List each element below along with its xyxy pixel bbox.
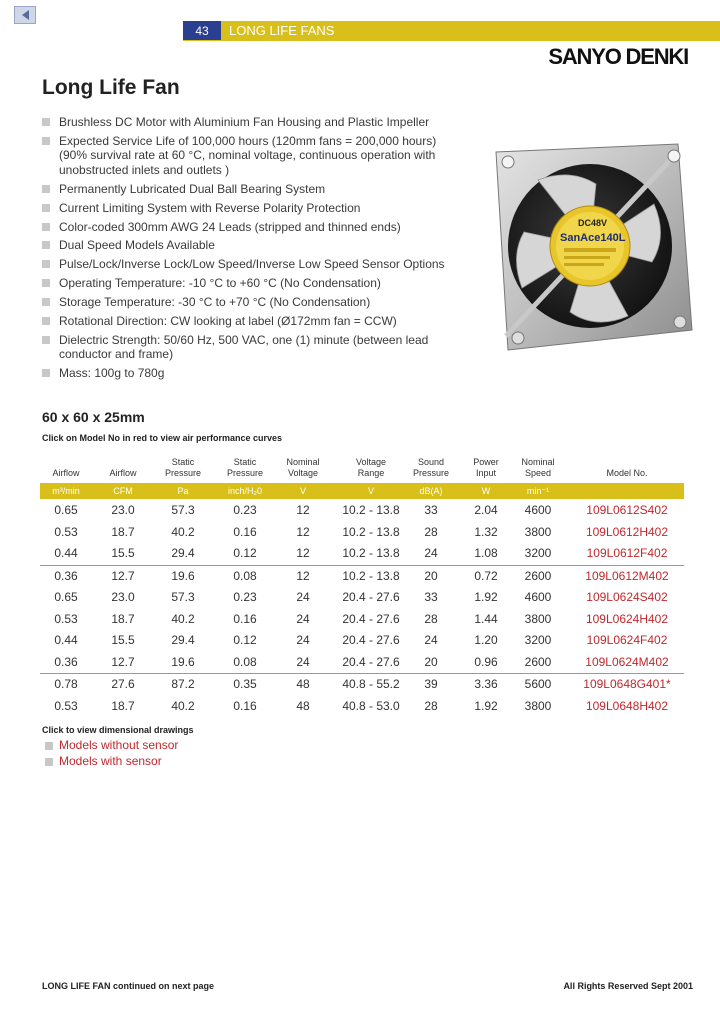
model-number-link[interactable]: 109L0624F402 — [586, 633, 668, 647]
unit-label: V — [367, 486, 374, 496]
table-cell: 3.36 — [474, 677, 498, 691]
model-number-link[interactable]: 109L0648H402 — [585, 698, 669, 713]
unit-label: V — [299, 486, 306, 496]
table-cell: 87.2 — [171, 677, 195, 691]
table-cell: 20 — [424, 568, 438, 583]
table-cell: 39 — [424, 677, 438, 691]
table-cell: 15.5 — [111, 546, 135, 560]
table-cell: 3800 — [524, 524, 552, 539]
column-header-line: Pressure — [412, 468, 449, 478]
back-arrow-icon — [22, 10, 29, 20]
column-header-line: Pressure — [164, 468, 201, 478]
bullet-square-icon — [42, 137, 50, 145]
column-header — [409, 457, 453, 479]
table-cell: 29.4 — [171, 546, 195, 560]
column-header-line: Nominal — [521, 457, 555, 467]
column-header-line: Airflow — [109, 468, 137, 478]
unit-label: W — [481, 486, 491, 496]
table-cell: 2600 — [524, 568, 552, 583]
footer-copyright: All Rights Reserved Sept 2001 — [563, 981, 693, 991]
feature-text: Permanently Lubricated Dual Ball Bearing System — [59, 181, 326, 196]
section-title: LONG LIFE FANS — [221, 21, 720, 40]
feature-item — [42, 182, 462, 197]
table-cell: 0.12 — [233, 633, 257, 647]
table-cell: 0.16 — [233, 698, 257, 713]
model-number-link[interactable]: 109L0624S402 — [586, 590, 668, 604]
table-row — [40, 587, 684, 609]
table-cell: 4600 — [524, 590, 552, 604]
table-cell: 0.23 — [233, 503, 257, 517]
table-cell: 0.96 — [474, 654, 498, 669]
table-cell: 0.78 — [54, 677, 78, 691]
unit-label: m³/min — [52, 486, 80, 496]
table-cell: 24 — [424, 633, 438, 647]
table-cell: 2.04 — [474, 503, 498, 517]
table-cell: 0.53 — [54, 524, 78, 539]
bullet-square-icon — [42, 118, 50, 126]
bullet-square-icon — [42, 223, 50, 231]
column-header — [95, 468, 151, 479]
fan-photo — [478, 140, 698, 355]
column-header — [155, 457, 211, 479]
table-cell: 0.16 — [233, 524, 257, 539]
table-cell: 5600 — [524, 677, 552, 691]
feature-item — [42, 257, 462, 272]
table-cell: 57.3 — [171, 503, 195, 517]
table-cell: 23.0 — [111, 590, 135, 604]
table-cell: 18.7 — [111, 698, 135, 713]
feature-text: Mass: 100g to 780g — [59, 366, 165, 381]
table-cell: 19.6 — [171, 568, 195, 583]
table-cell: 18.7 — [111, 611, 135, 626]
column-header-line: Static — [171, 457, 195, 467]
column-header-line: Sound — [417, 457, 445, 467]
table-cell: 20.4 - 27.6 — [342, 654, 400, 669]
table-cell: 4600 — [524, 503, 552, 517]
table-cell: 20.4 - 27.6 — [342, 633, 400, 647]
column-header-line: Input — [475, 468, 497, 478]
model-number-link[interactable]: 109L0648G401* — [583, 677, 671, 691]
table-cell: 48 — [296, 698, 310, 713]
table-cell: 28 — [424, 698, 438, 713]
feature-item — [42, 295, 462, 310]
table-cell: 18.7 — [111, 524, 135, 539]
header-divider — [183, 40, 720, 41]
column-header-line: Airflow — [52, 468, 80, 478]
table-cell: 12 — [296, 546, 310, 560]
feature-text: Brushless DC Motor with Aluminium Fan Housing and Plastic Impeller — [59, 115, 430, 129]
column-header-line: Voltage — [355, 457, 387, 467]
model-number-link[interactable]: 109L0612S402 — [586, 503, 668, 517]
table-row — [40, 652, 684, 674]
drawing-link-label: Models with sensor — [59, 754, 162, 768]
column-header-line: Speed — [524, 468, 552, 478]
bullet-square-icon — [42, 260, 50, 268]
table-cell: 0.08 — [233, 568, 257, 583]
feature-text: Rotational Direction: CW looking at label (Ø172mm fan = CCW) — [59, 314, 397, 329]
table-cell: 15.5 — [111, 633, 135, 647]
table-row — [40, 500, 684, 522]
table-cell: 24 — [296, 633, 310, 647]
fan-label-brand: SanAce140L — [560, 232, 626, 244]
table-cell: 40.2 — [171, 698, 195, 713]
column-header — [278, 457, 328, 479]
table-cell: 1.20 — [474, 633, 498, 647]
table-cell: 0.53 — [54, 698, 78, 713]
unit-label: inch/H₂0 — [227, 486, 262, 496]
table-cell: 0.23 — [233, 590, 257, 604]
spec-title: 60 x 60 x 25mm — [42, 409, 145, 425]
bullet-square-icon — [42, 185, 50, 193]
footer-continued: LONG LIFE FAN continued on next page — [42, 981, 215, 991]
feature-item — [42, 115, 462, 130]
page-title: Long Life Fan — [42, 76, 180, 99]
table-cell: 1.32 — [474, 524, 498, 539]
table-cell: 27.6 — [111, 677, 135, 691]
table-cell: 3200 — [524, 546, 552, 560]
table-cell: 0.36 — [54, 654, 78, 669]
column-header — [460, 457, 512, 479]
table-cell: 40.8 - 55.2 — [342, 677, 400, 691]
table-row — [40, 696, 684, 718]
table-cell: 24 — [424, 546, 438, 560]
table-cell: 12 — [296, 503, 310, 517]
table-cell: 19.6 — [171, 654, 195, 669]
column-header — [336, 457, 406, 479]
table-cell: 3800 — [524, 698, 552, 713]
performance-note: Click on Model No in red to view air performance curves — [42, 433, 283, 443]
feature-text: Current Limiting System with Reverse Polarity Protection — [59, 200, 361, 215]
table-cell: 3200 — [524, 633, 552, 647]
table-cell: 40.2 — [171, 524, 195, 539]
table-cell: 24 — [296, 611, 310, 626]
table-units-bar — [40, 483, 684, 499]
bullet-square-icon — [42, 336, 50, 344]
fan-label-voltage: DC48V — [578, 218, 608, 228]
feature-item — [42, 220, 462, 235]
table-cell: 10.2 - 13.8 — [342, 503, 400, 517]
table-cell: 1.44 — [474, 611, 498, 626]
table-row — [40, 630, 684, 652]
table-cell: 0.35 — [233, 677, 257, 691]
spec-table — [40, 500, 684, 717]
table-cell: 0.12 — [233, 546, 257, 560]
table-cell: 1.08 — [474, 546, 498, 560]
column-header — [512, 457, 564, 479]
table-cell: 20 — [424, 654, 438, 669]
table-cell: 12.7 — [111, 654, 135, 669]
bullet-square-icon — [42, 369, 50, 377]
drawing-link-label: Models without sensor — [59, 738, 179, 752]
table-cell: 0.65 — [54, 590, 78, 604]
table-cell: 0.44 — [54, 546, 78, 560]
model-number-link[interactable]: 109L0612H402 — [585, 524, 669, 539]
table-row — [40, 565, 684, 588]
column-header-line: Static — [233, 457, 257, 467]
table-cell: 12 — [296, 524, 310, 539]
table-cell: 48 — [296, 677, 310, 691]
table-cell: 23.0 — [111, 503, 135, 517]
table-cell: 28 — [424, 611, 438, 626]
table-cell: 28 — [424, 524, 438, 539]
feature-text: Operating Temperature: -10 °C to +60 °C (No Condensation) — [59, 276, 381, 291]
bullet-square-icon — [42, 298, 50, 306]
column-header-line: Power — [473, 457, 499, 467]
feature-item — [42, 201, 462, 216]
column-header-line: Nominal — [286, 457, 320, 467]
table-cell: 24 — [296, 654, 310, 669]
bullet-square-icon — [45, 742, 53, 750]
table-cell: 0.53 — [54, 611, 78, 626]
feature-text: Dual Speed Models Available — [59, 238, 215, 253]
column-header-line: Model No. — [606, 468, 648, 478]
drawings-note: Click to view dimensional drawings — [42, 725, 194, 735]
feature-text: Storage Temperature: -30 °C to +70 °C (No Condensation) — [59, 295, 371, 310]
table-cell: 1.92 — [474, 590, 498, 604]
model-number-link[interactable]: 109L0624M402 — [585, 654, 669, 669]
table-cell: 12 — [296, 568, 310, 583]
model-number-link[interactable]: 109L0624H402 — [585, 611, 669, 626]
feature-item — [42, 314, 462, 329]
model-number-link[interactable]: 109L0612M402 — [585, 568, 669, 583]
table-cell: 29.4 — [171, 633, 195, 647]
table-cell: 20.4 - 27.6 — [342, 590, 400, 604]
unit-label: Pa — [177, 486, 189, 496]
table-cell: 20.4 - 27.6 — [342, 611, 400, 626]
feature-list — [42, 115, 462, 385]
unit-label: CFM — [113, 486, 133, 496]
table-cell: 12.7 — [111, 568, 135, 583]
table-cell: 24 — [296, 590, 310, 604]
column-header — [215, 457, 275, 479]
table-cell: 33 — [424, 503, 438, 517]
table-cell: 0.16 — [233, 611, 257, 626]
bullet-square-icon — [42, 241, 50, 249]
feature-text: Pulse/Lock/Inverse Lock/Low Speed/Inverse Low Speed Sensor Options — [59, 257, 445, 272]
column-header — [40, 468, 92, 479]
brand-logo: SANYO DENKI — [548, 44, 688, 69]
table-cell: 1.92 — [474, 698, 498, 713]
table-header — [40, 457, 684, 483]
unit-label: dB(A) — [419, 486, 443, 496]
link-models-without-sensor[interactable] — [42, 738, 178, 753]
table-cell: 57.3 — [171, 590, 195, 604]
column-header-line: Pressure — [226, 468, 263, 478]
table-cell: 0.44 — [54, 633, 78, 647]
table-cell: 0.08 — [233, 654, 257, 669]
table-cell: 3800 — [524, 611, 552, 626]
feature-item — [42, 134, 462, 178]
feature-text: Dielectric Strength: 50/60 Hz, 500 VAC, one (1) minute (between lead conductor and frame) — [59, 332, 429, 362]
table-cell: 0.65 — [54, 503, 78, 517]
feature-item — [42, 333, 462, 362]
table-cell: 0.72 — [474, 568, 498, 583]
bullet-square-icon — [42, 204, 50, 212]
bullet-square-icon — [42, 317, 50, 325]
table-cell: 40.8 - 53.0 — [342, 698, 400, 713]
table-cell: 2600 — [524, 654, 552, 669]
column-header-line: Voltage — [287, 468, 319, 478]
column-header — [570, 468, 684, 479]
table-row — [40, 609, 684, 631]
feature-item — [42, 366, 462, 381]
page-number: 43 — [183, 21, 221, 40]
table-cell: 40.2 — [171, 611, 195, 626]
table-cell: 33 — [424, 590, 438, 604]
table-row — [40, 673, 684, 696]
table-cell: 0.36 — [54, 568, 78, 583]
feature-item — [42, 276, 462, 291]
table-cell: 10.2 - 13.8 — [342, 568, 400, 583]
bullet-square-icon — [42, 279, 50, 287]
feature-text: Color-coded 300mm AWG 24 Leads (stripped and thinned ends) — [59, 219, 401, 234]
feature-item — [42, 238, 462, 253]
model-number-link[interactable]: 109L0612F402 — [586, 546, 668, 560]
table-cell: 10.2 - 13.8 — [342, 546, 400, 560]
table-row — [40, 522, 684, 544]
unit-label: min⁻¹ — [526, 486, 550, 496]
bullet-square-icon — [45, 758, 53, 766]
column-header-line: Range — [357, 468, 385, 478]
link-models-with-sensor[interactable] — [42, 754, 178, 769]
feature-text: Expected Service Life of 100,000 hours (120mm fans = 200,000 hours) (90% survival rate at 60 °C, nominal voltage, continuous operation with unobstructed inlets and outlets ) — [59, 133, 437, 177]
table-row — [40, 543, 684, 565]
back-button[interactable] — [14, 6, 36, 24]
table-cell: 10.2 - 13.8 — [342, 524, 400, 539]
drawing-links — [42, 738, 178, 770]
